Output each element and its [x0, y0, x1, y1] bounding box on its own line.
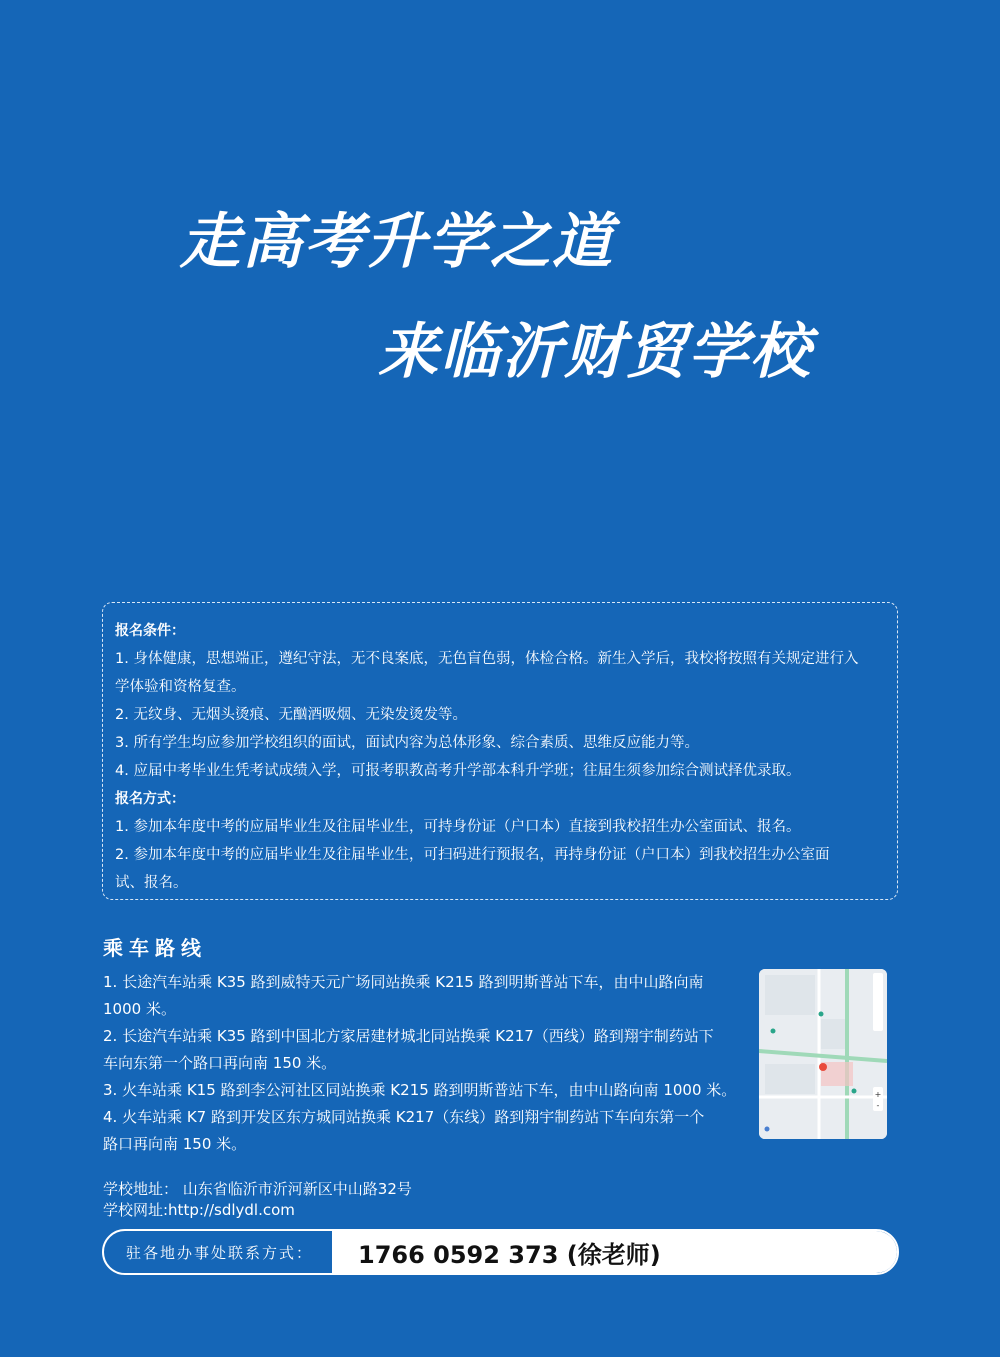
- slogan-line-2: 来临沂财贸学校: [378, 317, 812, 387]
- school-website[interactable]: 学校网址:http://sdlydl.com: [103, 1201, 295, 1219]
- requirement-line: 学体验和资格复查。: [115, 679, 246, 695]
- route-line: 3. 火车站乘 K15 路到李公河社区同站换乘 K215 路到明斯普站下车，由中山路向南 1000 米。: [103, 1081, 737, 1099]
- route-line: 车向东第一个路口再向南 150 米。: [103, 1054, 337, 1072]
- poi-icon: [771, 1029, 776, 1034]
- school-info: [103, 1179, 412, 1221]
- route-line: 2. 长途汽车站乘 K35 路到中国北方家居建材城北同站换乘 K217（西线）路到翔宇制药站下: [103, 1027, 714, 1045]
- location-map[interactable]: [759, 969, 887, 1139]
- routes-list: [103, 969, 753, 1158]
- poi-icon: [819, 1012, 824, 1017]
- map-toolbar: [873, 973, 883, 1031]
- slogan-line-1: 走高考升学之道: [180, 207, 614, 277]
- route-line: 路口再向南 150 米。: [103, 1135, 247, 1153]
- contact-label: 驻各地办事处联系方式：: [126, 1243, 314, 1262]
- requirement-line: 2. 无纹身、无烟头烫痕、无酗酒吸烟、无染发烫发等。: [115, 707, 467, 723]
- poi-icon: [852, 1089, 857, 1094]
- requirements-heading: 报名条件：: [115, 623, 185, 639]
- svg-text:-: -: [876, 1101, 880, 1110]
- routes-title: 乘车路线: [103, 936, 207, 960]
- locate-icon: [765, 1127, 770, 1132]
- method-line: 2. 参加本年度中考的应届毕业生及往届毕业生，可扫码进行预报名，再持身份证（户口本）到我校招生办公室面: [115, 847, 830, 863]
- requirement-line: 3. 所有学生均应参加学校组织的面试，面试内容为总体形象、综合素质、思维反应能力等。: [115, 735, 699, 751]
- contact-phone[interactable]: 1766 0592 373 (徐老师): [332, 1231, 897, 1273]
- enrollment-requirements-box: [102, 602, 898, 900]
- method-heading: 报名方式：: [115, 791, 185, 807]
- svg-text:+: +: [874, 1090, 882, 1099]
- requirement-line: 4. 应届中考毕业生凭考试成绩入学，可报考职教高考升学部本科升学班；往届生须参加综合测试择优录取。: [115, 763, 801, 779]
- route-line: 1000 米。: [103, 1000, 176, 1018]
- route-line: 4. 火车站乘 K7 路到开发区东方城同站换乘 K217（东线）路到翔宇制药站下车向东第一个: [103, 1108, 705, 1126]
- school-address: 学校地址： 山东省临沂市沂河新区中山路32号: [103, 1180, 412, 1198]
- map-graphic: [759, 969, 887, 1139]
- method-line: 试、报名。: [115, 875, 188, 891]
- location-marker-icon: [819, 1063, 827, 1071]
- method-line: 1. 参加本年度中考的应届毕业生及往届毕业生，可持身份证（户口本）直接到我校招生办公室面试、报名。: [115, 819, 801, 835]
- route-line: 1. 长途汽车站乘 K35 路到威特天元广场同站换乘 K215 路到明斯普站下车，由中山路向南: [103, 973, 704, 991]
- requirement-line: 1. 身体健康，思想端正，遵纪守法，无不良案底，无色盲色弱，体检合格。新生入学后，我校将按照有关规定进行入: [115, 651, 859, 667]
- contact-bar: [102, 1229, 899, 1275]
